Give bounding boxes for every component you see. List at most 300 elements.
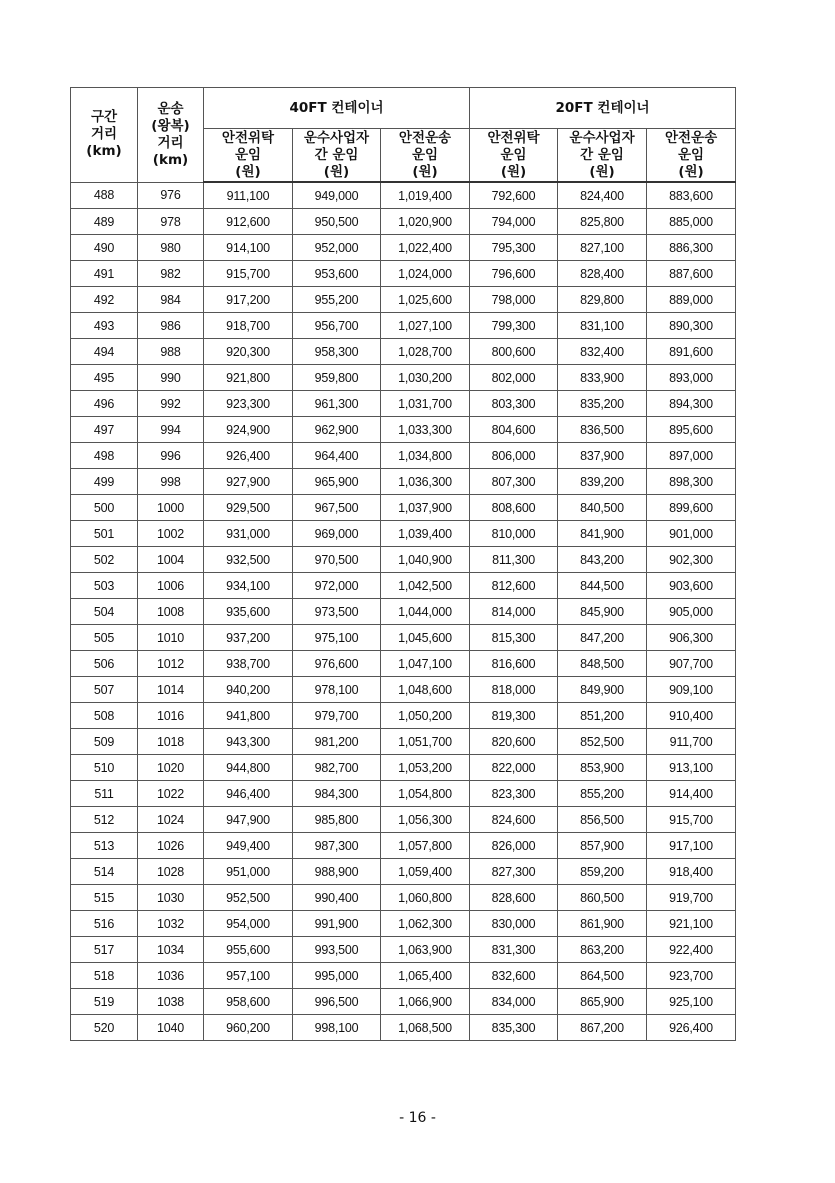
cell-40ft-consignment: 929,500: [204, 495, 293, 521]
cell-40ft-inter-carrier: 961,300: [293, 391, 381, 417]
cell-20ft-inter-carrier: 852,500: [558, 729, 647, 755]
cell-20ft-inter-carrier: 837,900: [558, 443, 647, 469]
cell-40ft-inter-carrier: 995,000: [293, 963, 381, 989]
cell-distance: 511: [71, 781, 138, 807]
cell-20ft-safety-transport: 915,700: [647, 807, 736, 833]
table-row: [71, 182, 736, 209]
cell-round-trip: 1000: [138, 495, 204, 521]
cell-40ft-consignment: 949,400: [204, 833, 293, 859]
table-row: [71, 313, 736, 339]
cell-40ft-inter-carrier: 959,800: [293, 365, 381, 391]
cell-20ft-safety-transport: 897,000: [647, 443, 736, 469]
cell-distance: 488: [71, 182, 138, 209]
cell-distance: 498: [71, 443, 138, 469]
cell-40ft-safety-transport: 1,028,700: [381, 339, 470, 365]
cell-20ft-safety-transport: 911,700: [647, 729, 736, 755]
cell-distance: 506: [71, 651, 138, 677]
cell-40ft-consignment: 943,300: [204, 729, 293, 755]
cell-distance: 493: [71, 313, 138, 339]
cell-20ft-safety-transport: 902,300: [647, 547, 736, 573]
cell-20ft-consignment: 823,300: [470, 781, 558, 807]
cell-20ft-safety-transport: 907,700: [647, 651, 736, 677]
table-row: [71, 235, 736, 261]
cell-round-trip: 1014: [138, 677, 204, 703]
table-row: [71, 885, 736, 911]
cell-distance: 504: [71, 599, 138, 625]
cell-distance: 515: [71, 885, 138, 911]
table-row: [71, 703, 736, 729]
table-row: [71, 261, 736, 287]
cell-20ft-consignment: 807,300: [470, 469, 558, 495]
cell-40ft-inter-carrier: 967,500: [293, 495, 381, 521]
cell-20ft-consignment: 816,600: [470, 651, 558, 677]
table-row: [71, 859, 736, 885]
cell-40ft-safety-transport: 1,020,900: [381, 209, 470, 235]
table-row: [71, 911, 736, 937]
cell-20ft-safety-transport: 917,100: [647, 833, 736, 859]
cell-40ft-safety-transport: 1,065,400: [381, 963, 470, 989]
cell-distance: 509: [71, 729, 138, 755]
cell-40ft-safety-transport: 1,040,900: [381, 547, 470, 573]
cell-40ft-inter-carrier: 952,000: [293, 235, 381, 261]
cell-20ft-consignment: 830,000: [470, 911, 558, 937]
cell-40ft-safety-transport: 1,031,700: [381, 391, 470, 417]
cell-distance: 496: [71, 391, 138, 417]
cell-20ft-consignment: 826,000: [470, 833, 558, 859]
table-row: [71, 599, 736, 625]
cell-40ft-safety-transport: 1,039,400: [381, 521, 470, 547]
cell-20ft-safety-transport: 901,000: [647, 521, 736, 547]
cell-20ft-inter-carrier: 825,800: [558, 209, 647, 235]
header-40ft-safety-consignment: 안전위탁 운임 (원): [204, 129, 293, 183]
table-row: [71, 989, 736, 1015]
cell-20ft-consignment: 800,600: [470, 339, 558, 365]
cell-round-trip: 1008: [138, 599, 204, 625]
cell-20ft-consignment: 804,600: [470, 417, 558, 443]
cell-40ft-safety-transport: 1,045,600: [381, 625, 470, 651]
cell-40ft-inter-carrier: 993,500: [293, 937, 381, 963]
cell-20ft-consignment: 832,600: [470, 963, 558, 989]
cell-round-trip: 986: [138, 313, 204, 339]
cell-40ft-inter-carrier: 950,500: [293, 209, 381, 235]
table-row: [71, 963, 736, 989]
cell-40ft-consignment: 932,500: [204, 547, 293, 573]
cell-40ft-safety-transport: 1,022,400: [381, 235, 470, 261]
cell-40ft-consignment: 923,300: [204, 391, 293, 417]
cell-20ft-safety-transport: 921,100: [647, 911, 736, 937]
cell-20ft-safety-transport: 919,700: [647, 885, 736, 911]
cell-40ft-consignment: 958,600: [204, 989, 293, 1015]
cell-20ft-inter-carrier: 863,200: [558, 937, 647, 963]
cell-20ft-consignment: 811,300: [470, 547, 558, 573]
table-row: [71, 651, 736, 677]
cell-40ft-inter-carrier: 984,300: [293, 781, 381, 807]
cell-40ft-consignment: 947,900: [204, 807, 293, 833]
cell-20ft-consignment: 792,600: [470, 182, 558, 209]
cell-round-trip: 1016: [138, 703, 204, 729]
cell-distance: 503: [71, 573, 138, 599]
table-row: [71, 755, 736, 781]
cell-40ft-inter-carrier: 998,100: [293, 1015, 381, 1041]
cell-40ft-inter-carrier: 964,400: [293, 443, 381, 469]
header-20ft-safety-consignment: 안전위탁 운임 (원): [470, 129, 558, 183]
table-row: [71, 209, 736, 235]
cell-20ft-inter-carrier: 827,100: [558, 235, 647, 261]
cell-round-trip: 994: [138, 417, 204, 443]
cell-20ft-consignment: 815,300: [470, 625, 558, 651]
cell-20ft-inter-carrier: 824,400: [558, 182, 647, 209]
cell-20ft-safety-transport: 906,300: [647, 625, 736, 651]
cell-20ft-consignment: 806,000: [470, 443, 558, 469]
header-40ft-safety-transport: 안전운송 운임 (원): [381, 129, 470, 183]
cell-20ft-inter-carrier: 853,900: [558, 755, 647, 781]
cell-round-trip: 984: [138, 287, 204, 313]
cell-40ft-consignment: 938,700: [204, 651, 293, 677]
cell-40ft-consignment: 924,900: [204, 417, 293, 443]
table-row: [71, 547, 736, 573]
cell-20ft-inter-carrier: 867,200: [558, 1015, 647, 1041]
cell-round-trip: 1032: [138, 911, 204, 937]
cell-40ft-consignment: 934,100: [204, 573, 293, 599]
table-row: [71, 833, 736, 859]
cell-distance: 512: [71, 807, 138, 833]
cell-20ft-consignment: 798,000: [470, 287, 558, 313]
cell-distance: 519: [71, 989, 138, 1015]
table-row: [71, 417, 736, 443]
cell-40ft-inter-carrier: 990,400: [293, 885, 381, 911]
table-row: [71, 573, 736, 599]
cell-40ft-inter-carrier: 982,700: [293, 755, 381, 781]
cell-40ft-consignment: 915,700: [204, 261, 293, 287]
cell-40ft-safety-transport: 1,034,800: [381, 443, 470, 469]
cell-20ft-safety-transport: 899,600: [647, 495, 736, 521]
header-distance: 구간 거리 (km): [71, 88, 138, 183]
header-20ft-container: 20FT 컨테이너: [470, 88, 736, 129]
cell-40ft-safety-transport: 1,048,600: [381, 677, 470, 703]
cell-40ft-safety-transport: 1,042,500: [381, 573, 470, 599]
table-row: [71, 729, 736, 755]
cell-round-trip: 1024: [138, 807, 204, 833]
table-row: [71, 495, 736, 521]
table-row: [71, 443, 736, 469]
cell-round-trip: 1020: [138, 755, 204, 781]
cell-round-trip: 976: [138, 182, 204, 209]
table-row: [71, 365, 736, 391]
cell-20ft-safety-transport: 891,600: [647, 339, 736, 365]
cell-20ft-consignment: 810,000: [470, 521, 558, 547]
cell-20ft-inter-carrier: 843,200: [558, 547, 647, 573]
cell-20ft-inter-carrier: 855,200: [558, 781, 647, 807]
cell-distance: 514: [71, 859, 138, 885]
cell-40ft-inter-carrier: 972,000: [293, 573, 381, 599]
cell-20ft-consignment: 820,600: [470, 729, 558, 755]
cell-distance: 520: [71, 1015, 138, 1041]
cell-20ft-inter-carrier: 832,400: [558, 339, 647, 365]
cell-40ft-consignment: 954,000: [204, 911, 293, 937]
cell-20ft-consignment: 803,300: [470, 391, 558, 417]
cell-40ft-consignment: 917,200: [204, 287, 293, 313]
cell-40ft-inter-carrier: 976,600: [293, 651, 381, 677]
cell-40ft-safety-transport: 1,066,900: [381, 989, 470, 1015]
cell-40ft-inter-carrier: 953,600: [293, 261, 381, 287]
cell-distance: 492: [71, 287, 138, 313]
cell-20ft-inter-carrier: 851,200: [558, 703, 647, 729]
cell-40ft-safety-transport: 1,036,300: [381, 469, 470, 495]
cell-distance: 510: [71, 755, 138, 781]
cell-40ft-inter-carrier: 981,200: [293, 729, 381, 755]
cell-40ft-safety-transport: 1,050,200: [381, 703, 470, 729]
cell-distance: 502: [71, 547, 138, 573]
table-row: [71, 339, 736, 365]
cell-round-trip: 980: [138, 235, 204, 261]
table-row: [71, 1015, 736, 1041]
cell-round-trip: 982: [138, 261, 204, 287]
cell-round-trip: 1002: [138, 521, 204, 547]
cell-20ft-safety-transport: 883,600: [647, 182, 736, 209]
cell-40ft-consignment: 931,000: [204, 521, 293, 547]
cell-20ft-consignment: 802,000: [470, 365, 558, 391]
cell-40ft-safety-transport: 1,057,800: [381, 833, 470, 859]
cell-40ft-consignment: 921,800: [204, 365, 293, 391]
cell-20ft-consignment: 814,000: [470, 599, 558, 625]
cell-round-trip: 1010: [138, 625, 204, 651]
cell-round-trip: 1004: [138, 547, 204, 573]
header-20ft-safety-transport: 안전운송 운임 (원): [647, 129, 736, 183]
cell-40ft-inter-carrier: 965,900: [293, 469, 381, 495]
cell-40ft-consignment: 935,600: [204, 599, 293, 625]
table-row: [71, 469, 736, 495]
cell-40ft-inter-carrier: 975,100: [293, 625, 381, 651]
cell-20ft-safety-transport: 887,600: [647, 261, 736, 287]
cell-round-trip: 996: [138, 443, 204, 469]
cell-20ft-safety-transport: 910,400: [647, 703, 736, 729]
cell-distance: 507: [71, 677, 138, 703]
cell-20ft-inter-carrier: 864,500: [558, 963, 647, 989]
cell-round-trip: 978: [138, 209, 204, 235]
cell-40ft-consignment: 944,800: [204, 755, 293, 781]
cell-20ft-inter-carrier: 840,500: [558, 495, 647, 521]
cell-40ft-consignment: 914,100: [204, 235, 293, 261]
cell-40ft-safety-transport: 1,024,000: [381, 261, 470, 287]
header-40ft-inter-carrier: 운수사업자 간 운임 (원): [293, 129, 381, 183]
cell-40ft-consignment: 946,400: [204, 781, 293, 807]
cell-round-trip: 1026: [138, 833, 204, 859]
header-round-trip-distance: 운송 (왕복) 거리 (km): [138, 88, 204, 183]
cell-20ft-consignment: 828,600: [470, 885, 558, 911]
cell-20ft-consignment: 827,300: [470, 859, 558, 885]
cell-40ft-inter-carrier: 979,700: [293, 703, 381, 729]
cell-40ft-inter-carrier: 978,100: [293, 677, 381, 703]
cell-20ft-inter-carrier: 865,900: [558, 989, 647, 1015]
cell-20ft-consignment: 796,600: [470, 261, 558, 287]
cell-40ft-inter-carrier: 996,500: [293, 989, 381, 1015]
cell-40ft-safety-transport: 1,053,200: [381, 755, 470, 781]
cell-distance: 513: [71, 833, 138, 859]
cell-40ft-inter-carrier: 988,900: [293, 859, 381, 885]
cell-20ft-consignment: 808,600: [470, 495, 558, 521]
cell-40ft-inter-carrier: 985,800: [293, 807, 381, 833]
cell-40ft-safety-transport: 1,051,700: [381, 729, 470, 755]
rate-table: [70, 87, 736, 1041]
cell-20ft-consignment: 799,300: [470, 313, 558, 339]
cell-40ft-inter-carrier: 956,700: [293, 313, 381, 339]
cell-40ft-inter-carrier: 949,000: [293, 182, 381, 209]
cell-distance: 505: [71, 625, 138, 651]
cell-20ft-safety-transport: 922,400: [647, 937, 736, 963]
cell-distance: 495: [71, 365, 138, 391]
cell-20ft-consignment: 794,000: [470, 209, 558, 235]
cell-20ft-inter-carrier: 845,900: [558, 599, 647, 625]
cell-40ft-consignment: 951,000: [204, 859, 293, 885]
cell-20ft-inter-carrier: 848,500: [558, 651, 647, 677]
cell-40ft-inter-carrier: 970,500: [293, 547, 381, 573]
cell-20ft-inter-carrier: 861,900: [558, 911, 647, 937]
table-row: [71, 287, 736, 313]
cell-20ft-inter-carrier: 860,500: [558, 885, 647, 911]
cell-20ft-inter-carrier: 849,900: [558, 677, 647, 703]
table-row: [71, 625, 736, 651]
cell-20ft-consignment: 818,000: [470, 677, 558, 703]
cell-40ft-safety-transport: 1,047,100: [381, 651, 470, 677]
cell-40ft-consignment: 937,200: [204, 625, 293, 651]
cell-round-trip: 992: [138, 391, 204, 417]
cell-40ft-inter-carrier: 962,900: [293, 417, 381, 443]
cell-20ft-safety-transport: 890,300: [647, 313, 736, 339]
cell-distance: 518: [71, 963, 138, 989]
cell-20ft-inter-carrier: 828,400: [558, 261, 647, 287]
cell-20ft-inter-carrier: 833,900: [558, 365, 647, 391]
cell-round-trip: 1040: [138, 1015, 204, 1041]
cell-40ft-consignment: 941,800: [204, 703, 293, 729]
cell-20ft-inter-carrier: 841,900: [558, 521, 647, 547]
cell-20ft-safety-transport: 895,600: [647, 417, 736, 443]
cell-distance: 500: [71, 495, 138, 521]
cell-distance: 517: [71, 937, 138, 963]
cell-40ft-consignment: 955,600: [204, 937, 293, 963]
cell-round-trip: 1030: [138, 885, 204, 911]
cell-20ft-inter-carrier: 829,800: [558, 287, 647, 313]
cell-40ft-safety-transport: 1,059,400: [381, 859, 470, 885]
cell-20ft-inter-carrier: 847,200: [558, 625, 647, 651]
cell-40ft-safety-transport: 1,025,600: [381, 287, 470, 313]
cell-20ft-safety-transport: 889,000: [647, 287, 736, 313]
cell-distance: 491: [71, 261, 138, 287]
cell-round-trip: 1006: [138, 573, 204, 599]
cell-40ft-consignment: 940,200: [204, 677, 293, 703]
cell-round-trip: 1034: [138, 937, 204, 963]
cell-20ft-inter-carrier: 831,100: [558, 313, 647, 339]
table-row: [71, 781, 736, 807]
rate-table-body: [71, 182, 736, 1041]
cell-round-trip: 1018: [138, 729, 204, 755]
cell-20ft-consignment: 795,300: [470, 235, 558, 261]
cell-40ft-safety-transport: 1,019,400: [381, 182, 470, 209]
cell-40ft-safety-transport: 1,027,100: [381, 313, 470, 339]
cell-distance: 489: [71, 209, 138, 235]
cell-40ft-inter-carrier: 973,500: [293, 599, 381, 625]
cell-round-trip: 998: [138, 469, 204, 495]
cell-20ft-consignment: 834,000: [470, 989, 558, 1015]
cell-20ft-safety-transport: 925,100: [647, 989, 736, 1015]
cell-20ft-safety-transport: 913,100: [647, 755, 736, 781]
cell-distance: 499: [71, 469, 138, 495]
cell-40ft-inter-carrier: 955,200: [293, 287, 381, 313]
cell-20ft-safety-transport: 918,400: [647, 859, 736, 885]
cell-round-trip: 1028: [138, 859, 204, 885]
cell-20ft-safety-transport: 909,100: [647, 677, 736, 703]
cell-40ft-consignment: 926,400: [204, 443, 293, 469]
cell-40ft-safety-transport: 1,033,300: [381, 417, 470, 443]
cell-round-trip: 1022: [138, 781, 204, 807]
cell-40ft-safety-transport: 1,044,000: [381, 599, 470, 625]
cell-round-trip: 1038: [138, 989, 204, 1015]
cell-40ft-safety-transport: 1,063,900: [381, 937, 470, 963]
cell-40ft-consignment: 952,500: [204, 885, 293, 911]
cell-40ft-inter-carrier: 987,300: [293, 833, 381, 859]
table-row: [71, 391, 736, 417]
cell-round-trip: 988: [138, 339, 204, 365]
cell-distance: 494: [71, 339, 138, 365]
cell-40ft-consignment: 918,700: [204, 313, 293, 339]
cell-20ft-safety-transport: 886,300: [647, 235, 736, 261]
table-row: [71, 807, 736, 833]
cell-40ft-inter-carrier: 991,900: [293, 911, 381, 937]
cell-distance: 490: [71, 235, 138, 261]
page-number: - 16 -: [399, 1110, 436, 1126]
cell-40ft-inter-carrier: 958,300: [293, 339, 381, 365]
cell-distance: 501: [71, 521, 138, 547]
cell-40ft-consignment: 920,300: [204, 339, 293, 365]
cell-40ft-safety-transport: 1,037,900: [381, 495, 470, 521]
cell-20ft-safety-transport: 885,000: [647, 209, 736, 235]
cell-20ft-inter-carrier: 857,900: [558, 833, 647, 859]
cell-40ft-safety-transport: 1,062,300: [381, 911, 470, 937]
cell-40ft-inter-carrier: 969,000: [293, 521, 381, 547]
cell-20ft-safety-transport: 903,600: [647, 573, 736, 599]
cell-20ft-consignment: 822,000: [470, 755, 558, 781]
cell-40ft-consignment: 912,600: [204, 209, 293, 235]
cell-round-trip: 1036: [138, 963, 204, 989]
cell-distance: 497: [71, 417, 138, 443]
cell-40ft-safety-transport: 1,060,800: [381, 885, 470, 911]
cell-20ft-consignment: 812,600: [470, 573, 558, 599]
cell-distance: 516: [71, 911, 138, 937]
cell-20ft-safety-transport: 926,400: [647, 1015, 736, 1041]
cell-20ft-consignment: 824,600: [470, 807, 558, 833]
cell-40ft-safety-transport: 1,056,300: [381, 807, 470, 833]
cell-20ft-inter-carrier: 835,200: [558, 391, 647, 417]
cell-round-trip: 990: [138, 365, 204, 391]
cell-20ft-safety-transport: 894,300: [647, 391, 736, 417]
cell-40ft-safety-transport: 1,030,200: [381, 365, 470, 391]
table-row: [71, 937, 736, 963]
cell-20ft-inter-carrier: 836,500: [558, 417, 647, 443]
cell-20ft-inter-carrier: 856,500: [558, 807, 647, 833]
cell-20ft-safety-transport: 905,000: [647, 599, 736, 625]
cell-round-trip: 1012: [138, 651, 204, 677]
cell-20ft-safety-transport: 898,300: [647, 469, 736, 495]
cell-20ft-consignment: 831,300: [470, 937, 558, 963]
cell-20ft-consignment: 835,300: [470, 1015, 558, 1041]
cell-20ft-inter-carrier: 859,200: [558, 859, 647, 885]
cell-distance: 508: [71, 703, 138, 729]
cell-40ft-consignment: 911,100: [204, 182, 293, 209]
table-row: [71, 677, 736, 703]
cell-20ft-safety-transport: 914,400: [647, 781, 736, 807]
cell-20ft-safety-transport: 893,000: [647, 365, 736, 391]
cell-40ft-consignment: 960,200: [204, 1015, 293, 1041]
cell-20ft-safety-transport: 923,700: [647, 963, 736, 989]
